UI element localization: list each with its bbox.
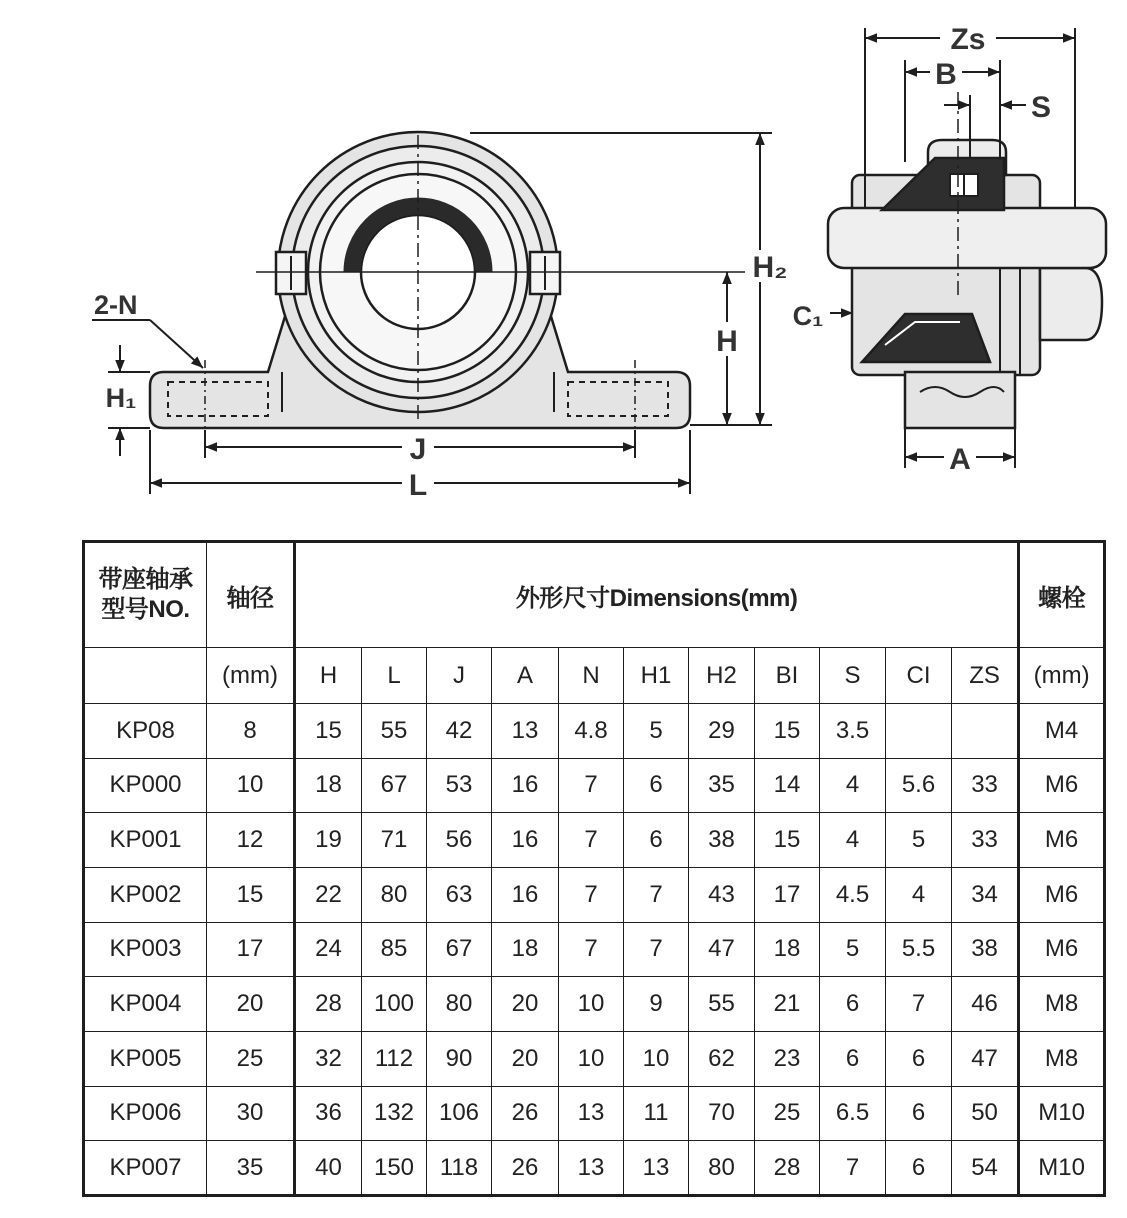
cell-ci: 4 [886, 867, 952, 922]
cell-shaft-diameter: 8 [207, 704, 295, 759]
dim-label-b: B [935, 58, 957, 91]
table-row [84, 867, 1105, 922]
cell-n: 7 [559, 813, 624, 868]
cell-shaft-diameter: 30 [207, 1086, 295, 1141]
cell-zs [952, 704, 1019, 759]
shaft [828, 208, 1106, 268]
cell-model: KP000 [84, 758, 207, 813]
n-leader-line [150, 320, 203, 368]
cell-l: 55 [362, 704, 427, 759]
cell-l: 67 [362, 758, 427, 813]
cell-h1: 6 [624, 813, 689, 868]
cell-shaft-diameter: 15 [207, 867, 295, 922]
dim-label-l: L [408, 469, 428, 502]
cell-ci: 6 [886, 1141, 952, 1196]
side-view [828, 92, 1106, 428]
cell-h2: 62 [689, 1031, 755, 1086]
cell-a: 26 [492, 1141, 559, 1196]
cell-h1: 13 [624, 1141, 689, 1196]
cell-l: 100 [362, 977, 427, 1032]
dimension-table [82, 540, 1106, 1197]
cell-l: 150 [362, 1141, 427, 1196]
cell-h2: 70 [689, 1086, 755, 1141]
cell-bolt: M8 [1019, 1031, 1105, 1086]
cell-bi: 21 [755, 977, 820, 1032]
cell-bolt: M10 [1019, 1086, 1105, 1141]
dim-label-h2: H₂ [752, 251, 788, 284]
cell-h1: 10 [624, 1031, 689, 1086]
cell-s: 6 [820, 1031, 886, 1086]
cell-s: 6 [820, 977, 886, 1032]
cell-shaft-diameter: 25 [207, 1031, 295, 1086]
dim-label-c1: C₁ [792, 301, 824, 331]
cell-bi: 15 [755, 704, 820, 759]
table-body [84, 704, 1105, 1196]
cell-h2: 80 [689, 1141, 755, 1196]
dim-label-h1: H₁ [105, 383, 137, 413]
cell-h: 28 [295, 977, 362, 1032]
cell-model: KP004 [84, 977, 207, 1032]
header-shaft-unit: (mm) [207, 648, 295, 704]
cell-n: 7 [559, 867, 624, 922]
cell-shaft-diameter: 35 [207, 1141, 295, 1196]
cell-bi: 17 [755, 867, 820, 922]
header-zs: ZS [952, 648, 1019, 704]
cell-j: 118 [427, 1141, 492, 1196]
cell-j: 63 [427, 867, 492, 922]
cell-h2: 47 [689, 922, 755, 977]
header-bolt: 螺栓 [1019, 542, 1105, 648]
cell-zs: 33 [952, 758, 1019, 813]
header-model-line2: 型号NO. [101, 596, 190, 623]
cell-h2: 43 [689, 867, 755, 922]
cell-zs: 38 [952, 922, 1019, 977]
cell-model: KP005 [84, 1031, 207, 1086]
cell-bolt: M6 [1019, 758, 1105, 813]
cell-l: 132 [362, 1086, 427, 1141]
header-n: N [559, 648, 624, 704]
cell-j: 106 [427, 1086, 492, 1141]
header-bi: BI [755, 648, 820, 704]
cell-bolt: M6 [1019, 867, 1105, 922]
table-row [84, 1031, 1105, 1086]
cell-h: 15 [295, 704, 362, 759]
cell-n: 13 [559, 1141, 624, 1196]
cell-h2: 38 [689, 813, 755, 868]
header-l: L [362, 648, 427, 704]
cell-h2: 29 [689, 704, 755, 759]
cell-model: KP002 [84, 867, 207, 922]
dim-label-zs: Zs [950, 23, 986, 56]
table-row [84, 704, 1105, 759]
table-row [84, 1141, 1105, 1196]
cell-h: 18 [295, 758, 362, 813]
cell-h: 40 [295, 1141, 362, 1196]
cell-bi: 18 [755, 922, 820, 977]
cell-l: 80 [362, 867, 427, 922]
cell-bi: 14 [755, 758, 820, 813]
cell-s: 5 [820, 922, 886, 977]
cell-ci: 5.5 [886, 922, 952, 977]
dim-label-h: H [716, 325, 738, 358]
cell-a: 16 [492, 758, 559, 813]
cell-zs: 50 [952, 1086, 1019, 1141]
cell-s: 3.5 [820, 704, 886, 759]
cell-bi: 28 [755, 1141, 820, 1196]
cell-ci [886, 704, 952, 759]
header-h2: H2 [689, 648, 755, 704]
header-row-titles [84, 542, 1105, 648]
cell-bi: 15 [755, 813, 820, 868]
cell-model: KP001 [84, 813, 207, 868]
cell-n: 10 [559, 1031, 624, 1086]
header-ci: CI [886, 648, 952, 704]
cell-s: 6.5 [820, 1086, 886, 1141]
shaft-right-collar [1040, 268, 1102, 340]
header-j: J [427, 648, 492, 704]
table-row [84, 758, 1105, 813]
cell-bi: 25 [755, 1086, 820, 1141]
cell-model: KP007 [84, 1141, 207, 1196]
cell-a: 16 [492, 867, 559, 922]
cell-n: 4.8 [559, 704, 624, 759]
cell-model: KP006 [84, 1086, 207, 1141]
cell-j: 67 [427, 922, 492, 977]
cell-h: 24 [295, 922, 362, 977]
table-row [84, 1086, 1105, 1141]
cell-bolt: M4 [1019, 704, 1105, 759]
cell-zs: 47 [952, 1031, 1019, 1086]
table-row [84, 813, 1105, 868]
cell-l: 112 [362, 1031, 427, 1086]
header-h1: H1 [624, 648, 689, 704]
cell-model: KP003 [84, 922, 207, 977]
cell-l: 85 [362, 922, 427, 977]
cell-zs: 54 [952, 1141, 1019, 1196]
cell-s: 4 [820, 758, 886, 813]
cell-zs: 46 [952, 977, 1019, 1032]
cell-n: 7 [559, 922, 624, 977]
header-model-number [84, 542, 207, 648]
cell-h1: 11 [624, 1086, 689, 1141]
table-row [84, 977, 1105, 1032]
cell-ci: 7 [886, 977, 952, 1032]
cell-shaft-diameter: 20 [207, 977, 295, 1032]
header-a: A [492, 648, 559, 704]
cell-n: 7 [559, 758, 624, 813]
dim-label-j: J [409, 433, 427, 466]
cell-j: 53 [427, 758, 492, 813]
cell-a: 20 [492, 1031, 559, 1086]
cell-s: 4 [820, 813, 886, 868]
cell-model: KP08 [84, 704, 207, 759]
dim-label-2-n: 2-N [94, 290, 138, 320]
cell-bolt: M10 [1019, 1141, 1105, 1196]
side-foot [905, 372, 1015, 428]
cell-n: 13 [559, 1086, 624, 1141]
cell-shaft-diameter: 10 [207, 758, 295, 813]
cell-h1: 6 [624, 758, 689, 813]
header-s: S [820, 648, 886, 704]
cell-a: 13 [492, 704, 559, 759]
cell-j: 90 [427, 1031, 492, 1086]
cell-s: 7 [820, 1141, 886, 1196]
cell-h1: 9 [624, 977, 689, 1032]
cell-n: 10 [559, 977, 624, 1032]
dim-label-a: A [949, 443, 971, 476]
cell-h: 19 [295, 813, 362, 868]
cell-bolt: M6 [1019, 922, 1105, 977]
cell-h: 32 [295, 1031, 362, 1086]
cell-a: 26 [492, 1086, 559, 1141]
cell-bolt: M8 [1019, 977, 1105, 1032]
dim-label-s: S [1030, 91, 1052, 124]
cell-h: 22 [295, 867, 362, 922]
header-h: H [295, 648, 362, 704]
cell-h1: 7 [624, 922, 689, 977]
cell-ci: 5 [886, 813, 952, 868]
cell-ci: 6 [886, 1086, 952, 1141]
bearing-drawing [0, 0, 1127, 530]
cell-zs: 34 [952, 867, 1019, 922]
cell-shaft-diameter: 12 [207, 813, 295, 868]
cell-ci: 6 [886, 1031, 952, 1086]
cell-zs: 33 [952, 813, 1019, 868]
cell-bi: 23 [755, 1031, 820, 1086]
header-dimensions: 外形尺寸Dimensions(mm) [295, 542, 1019, 648]
cell-shaft-diameter: 17 [207, 922, 295, 977]
cell-a: 16 [492, 813, 559, 868]
cell-bolt: M6 [1019, 813, 1105, 868]
cell-h1: 7 [624, 867, 689, 922]
header-bolt-unit: (mm) [1019, 648, 1105, 704]
cell-a: 18 [492, 922, 559, 977]
header-model-line1: 带座轴承 [98, 566, 193, 593]
cell-ci: 5.6 [886, 758, 952, 813]
cell-h1: 5 [624, 704, 689, 759]
header-row-units [84, 648, 1105, 704]
cell-h2: 35 [689, 758, 755, 813]
cell-h2: 55 [689, 977, 755, 1032]
front-view [150, 132, 745, 428]
cell-s: 4.5 [820, 867, 886, 922]
cell-j: 42 [427, 704, 492, 759]
cell-j: 80 [427, 977, 492, 1032]
cell-a: 20 [492, 977, 559, 1032]
table-row [84, 922, 1105, 977]
cell-l: 71 [362, 813, 427, 868]
header-cell-blank [84, 648, 207, 704]
cell-j: 56 [427, 813, 492, 868]
cell-h: 36 [295, 1086, 362, 1141]
header-shaft-diameter: 轴径 [207, 542, 295, 648]
